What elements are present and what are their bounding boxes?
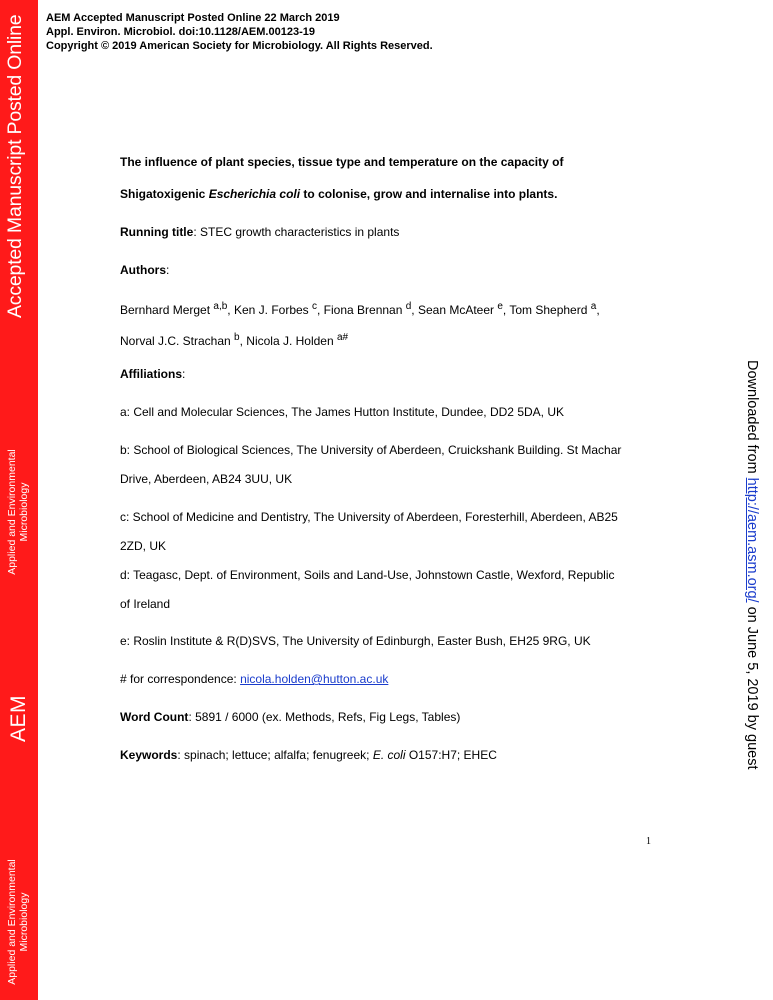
author-name: Norval J.C. Strachan: [120, 334, 235, 348]
author-affiliation-sup: a: [590, 301, 597, 312]
affiliation-d-line1: d: Teagasc, Dept. of Environment, Soils and Land-Use, Johnstown Castle, Wexford, Republic: [120, 568, 615, 582]
authors-line1-end: ,: [596, 303, 600, 317]
affiliation-d-line2: of Ireland: [120, 597, 171, 611]
keywords-label: Keywords: [120, 748, 178, 762]
title-line1: The influence of plant species, tissue type and temperature on the capacity of: [120, 155, 564, 169]
author-affiliation-sup: d: [405, 301, 412, 312]
authors-heading: Authors:: [120, 263, 170, 277]
author-affiliation-sup: c: [312, 301, 317, 312]
sidebar-brand-text: Accepted Manuscript Posted Online: [4, 14, 26, 318]
title-line2-post: to colonise, grow and internalise into plants.: [300, 187, 558, 201]
authors-line2: [120, 332, 348, 348]
title-line2: [120, 187, 557, 201]
correspondence-email-link[interactable]: nicola.holden@hutton.ac.uk: [240, 672, 389, 686]
keywords-value-pre: : spinach; lettuce; alfalfa; fenugreek;: [177, 748, 373, 762]
affiliation-b-line1: b: School of Biological Sciences, The University of Aberdeen, Cruickshank Building. St Machar: [120, 443, 622, 457]
author-affiliation-sup: e: [497, 301, 503, 312]
correspondence-label: # for correspondence:: [120, 672, 241, 686]
affiliation-b-line2: Drive, Aberdeen, AB24 3UU, UK: [120, 472, 293, 486]
header-line-posted: AEM Accepted Manuscript Posted Online 22 March 2019: [46, 12, 340, 24]
correspondence: [120, 672, 388, 686]
download-notice: [744, 360, 760, 769]
author-name: , Nicola J. Holden: [239, 334, 337, 348]
author-affiliation-sup: a#: [337, 332, 349, 343]
download-notice-link[interactable]: http://aem.asm.org/: [744, 477, 760, 603]
download-notice-pre: Downloaded from: [744, 360, 760, 478]
affiliation-a: a: Cell and Molecular Sciences, The James Hutton Institute, Dundee, DD2 5DA, UK: [120, 405, 564, 419]
keywords: [120, 748, 497, 762]
sidebar-journal-bottom-line2: Microbiology: [18, 892, 30, 952]
title-line2-pre: Shigatoxigenic: [120, 187, 209, 201]
affiliations-heading: Affiliations:: [120, 367, 186, 381]
affiliation-e: e: Roslin Institute & R(D)SVS, The University of Edinburgh, Easter Bush, EH25 9RG, UK: [120, 634, 591, 648]
word-count-label: Word Count: [120, 710, 189, 724]
author-name: , Sean McAteer: [411, 303, 498, 317]
author-name: , Ken J. Forbes: [227, 303, 312, 317]
manuscript-header: [46, 11, 433, 53]
author-name: Bernhard Merget: [120, 303, 214, 317]
download-notice-post: on June 5, 2019 by guest: [744, 602, 760, 770]
keywords-value-post: O157:H7; EHEC: [405, 748, 497, 762]
affiliation-c-line1: c: School of Medicine and Dentistry, The University of Aberdeen, Foresterhill, Aberdeen, AB25: [120, 510, 618, 524]
sidebar-aem-label: AEM: [7, 694, 30, 742]
word-count: [120, 710, 460, 724]
author-affiliation-sup: a,b: [213, 301, 228, 312]
authors-label: Authors: [120, 263, 166, 277]
running-title: [120, 225, 399, 239]
affiliation-c-line2: 2ZD, UK: [120, 539, 167, 553]
header-line-copyright: Copyright © 2019 American Society for Microbiology. All Rights Reserved.: [46, 40, 433, 52]
sidebar-journal-name: [6, 432, 30, 592]
running-title-value: : STEC growth characteristics in plants: [193, 225, 400, 239]
author-name: , Tom Shepherd: [502, 303, 591, 317]
author-affiliation-sup: b: [234, 332, 240, 343]
word-count-value: : 5891 / 6000 (ex. Methods, Refs, Fig Legs, Tables): [188, 710, 461, 724]
header-line-doi: Appl. Environ. Microbiol. doi:10.1128/AEM.00123-19: [46, 26, 315, 38]
running-title-label: Running title: [120, 225, 194, 239]
sidebar-journal-line2: Microbiology: [18, 482, 30, 542]
title-species: Escherichia coli: [208, 187, 301, 201]
page-number: 1: [646, 836, 651, 847]
sidebar-journal-line1: Applied and Environmental: [6, 449, 18, 575]
keywords-species: E. coli: [372, 748, 406, 762]
affiliations-label: Affiliations: [120, 367, 182, 381]
sidebar-journal-bottom-line1: Applied and Environmental: [6, 859, 18, 985]
author-name: , Fiona Brennan: [317, 303, 406, 317]
sidebar-journal-name-bottom: [6, 852, 30, 992]
authors-line1: [120, 301, 600, 317]
